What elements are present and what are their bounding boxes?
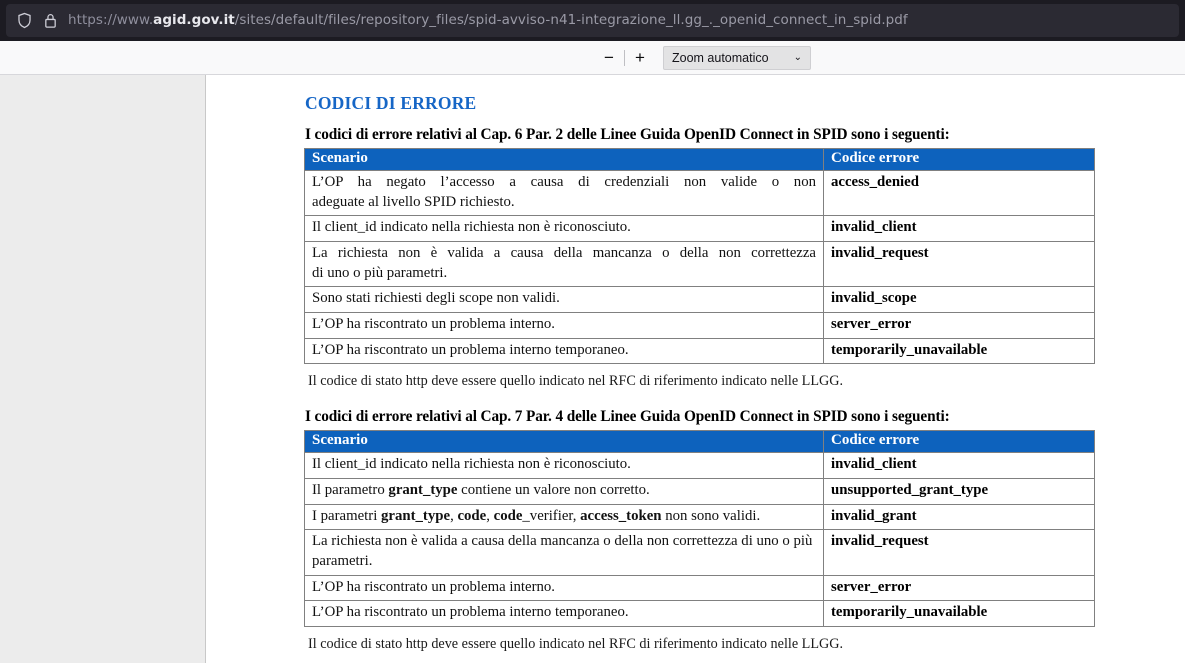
table-row bbox=[305, 601, 1095, 627]
cell-error-code: unsupported_grant_type bbox=[824, 479, 1095, 505]
toolbar-separator bbox=[624, 50, 625, 66]
scenario-line: di uno o più parametri. bbox=[312, 264, 448, 281]
column-header-code: Codice errore bbox=[824, 431, 1095, 453]
scenario-line: L’OP ha negato l’accesso a causa di credenziali non valide o non bbox=[312, 174, 816, 190]
pdf-viewer-toolbar bbox=[0, 41, 1185, 75]
url-scheme: https://www. bbox=[68, 12, 154, 28]
cell-error-code: access_denied bbox=[824, 171, 1095, 216]
inline-parameter-name: code bbox=[493, 507, 523, 524]
cell-scenario: Il client_id indicato nella richiesta non è riconosciuto. bbox=[305, 216, 824, 242]
cell-error-code: server_error bbox=[824, 313, 1095, 339]
cell-error-code: temporarily_unavailable bbox=[824, 338, 1095, 364]
cell-error-code: server_error bbox=[824, 575, 1095, 601]
url-path: /sites/default/files/repository_files/spid-avviso-n41-integrazione_ll.gg_._openid_connect_in_spid.pdf bbox=[234, 12, 908, 28]
table-row bbox=[305, 453, 1095, 479]
table-row bbox=[305, 479, 1095, 505]
column-header-scenario: Scenario bbox=[305, 431, 824, 453]
cell-error-code: invalid_grant bbox=[824, 504, 1095, 530]
cell-error-code: invalid_request bbox=[824, 530, 1095, 575]
cell-scenario bbox=[305, 242, 824, 287]
zoom-level-select[interactable] bbox=[663, 46, 811, 70]
intro-paragraph-1: I codici di errore relativi al Cap. 6 Par. 2 delle Linee Guida OpenID Connect in SPID sono i seguenti: bbox=[305, 126, 950, 143]
section-spacer bbox=[303, 390, 1185, 408]
cell-error-code: invalid_request bbox=[824, 242, 1095, 287]
note-paragraph-1: Il codice di stato http deve essere quello indicato nel RFC di riferimento indicato nelle LLGG. bbox=[308, 373, 844, 390]
inline-parameter-name: code bbox=[457, 507, 487, 524]
zoom-in-button[interactable]: + bbox=[627, 46, 653, 70]
browser-chrome bbox=[0, 0, 1185, 41]
inline-parameter-name: access_token bbox=[580, 507, 662, 524]
cell-scenario: L’OP ha riscontrato un problema interno. bbox=[305, 313, 824, 339]
table-row bbox=[305, 287, 1095, 313]
cell-scenario: Il client_id indicato nella richiesta non è riconosciuto. bbox=[305, 453, 824, 479]
chevron-down-icon: ⌄ bbox=[793, 52, 802, 63]
scenario-line: adeguate al livello SPID richiesto. bbox=[312, 193, 515, 210]
table-row bbox=[305, 313, 1095, 339]
cell-scenario: Il parametro grant_type contiene un valore non corretto. bbox=[305, 479, 824, 505]
error-codes-table-1 bbox=[304, 148, 1095, 364]
table-row bbox=[305, 216, 1095, 242]
cell-error-code: invalid_client bbox=[824, 216, 1095, 242]
pdf-viewer bbox=[0, 75, 1185, 663]
note-paragraph-2: Il codice di stato http deve essere quello indicato nel RFC di riferimento indicato nelle LLGG. bbox=[308, 636, 844, 653]
cell-error-code: temporarily_unavailable bbox=[824, 601, 1095, 627]
error-codes-table-2 bbox=[304, 430, 1095, 627]
cell-scenario: L’OP ha riscontrato un problema interno temporaneo. bbox=[305, 338, 824, 364]
inline-parameter-name: grant_type bbox=[388, 482, 458, 499]
pdf-sidebar bbox=[0, 75, 206, 663]
zoom-level-value: Zoom automatico bbox=[672, 50, 769, 65]
scenario-line: La richiesta non è valida a causa della mancanza o della non correttezza bbox=[312, 245, 816, 262]
cell-scenario: I parametri grant_type, code, code_verifier, access_token non sono validi. bbox=[305, 504, 824, 530]
inline-parameter-name: grant_type bbox=[381, 507, 451, 524]
page-title: CODICI DI ERRORE bbox=[305, 93, 477, 113]
cell-scenario: L’OP ha riscontrato un problema interno. bbox=[305, 575, 824, 601]
table-row bbox=[305, 338, 1095, 364]
cell-scenario: La richiesta non è valida a causa della mancanza o della non correttezza di uno o più parametri. bbox=[305, 530, 824, 575]
cell-error-code: invalid_client bbox=[824, 453, 1095, 479]
cell-scenario: Sono stati richiesti degli scope non validi. bbox=[305, 287, 824, 313]
cell-scenario bbox=[305, 171, 824, 216]
table-row bbox=[305, 171, 1095, 216]
pdf-page bbox=[206, 75, 1185, 663]
column-header-scenario: Scenario bbox=[305, 149, 824, 171]
column-header-code: Codice errore bbox=[824, 149, 1095, 171]
zoom-controls bbox=[596, 46, 811, 70]
url-text[interactable] bbox=[68, 4, 908, 37]
lock-icon[interactable] bbox=[42, 12, 59, 29]
table-row bbox=[305, 242, 1095, 287]
table-row bbox=[305, 530, 1095, 575]
url-host: agid.gov.it bbox=[153, 12, 235, 28]
table-row bbox=[305, 504, 1095, 530]
zoom-out-button[interactable]: − bbox=[596, 46, 622, 70]
cell-error-code: invalid_scope bbox=[824, 287, 1095, 313]
pdf-page-scroll-area[interactable] bbox=[206, 75, 1185, 663]
table-header-row bbox=[305, 431, 1095, 453]
shield-icon[interactable] bbox=[16, 12, 33, 29]
intro-paragraph-2: I codici di errore relativi al Cap. 7 Par. 4 delle Linee Guida OpenID Connect in SPID sono i seguenti: bbox=[305, 408, 950, 426]
table-row bbox=[305, 575, 1095, 601]
cell-scenario: L’OP ha riscontrato un problema interno temporaneo. bbox=[305, 601, 824, 627]
address-bar[interactable] bbox=[6, 4, 1179, 37]
table-header-row bbox=[305, 149, 1095, 171]
